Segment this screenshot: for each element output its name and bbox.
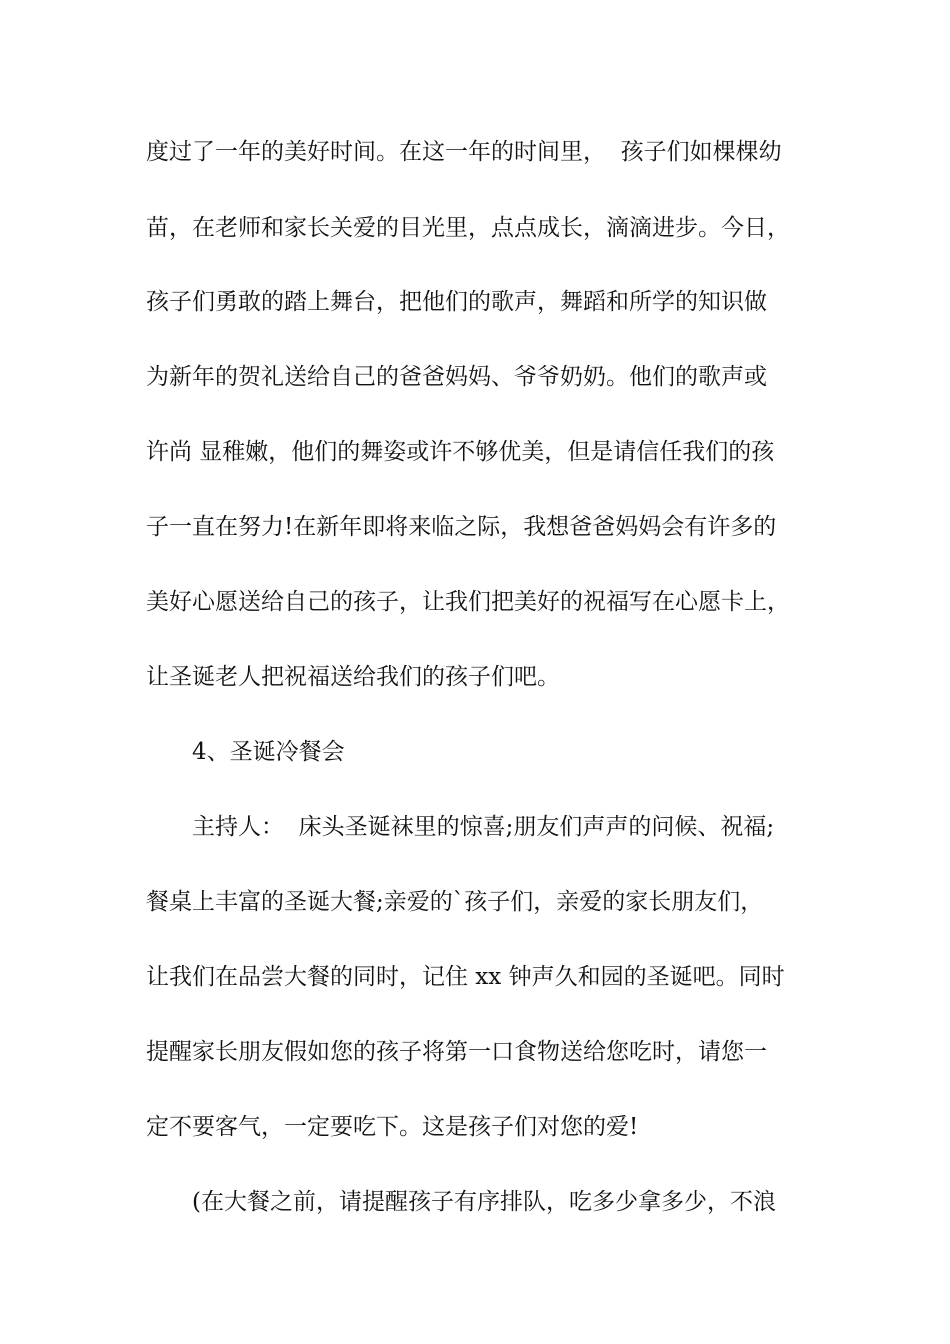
- body-text-line: 孩子们勇敢的踏上舞台，把他们的歌声，舞蹈和所学的知识做: [146, 289, 767, 315]
- body-text-line: 子一直在努力!在新年即将来临之际，我想爸爸妈妈会有许多的: [146, 514, 777, 540]
- body-text-line: 提醒家长朋友假如您的孩子将第一口食物送给您吃时，请您一: [146, 1039, 767, 1065]
- body-text-line: 度过了一年的美好时间。在这一年的时间里， 孩子们如棵棵幼: [146, 139, 782, 165]
- body-text-line: 让圣诞老人把祝福送给我们的孩子们吧。: [146, 664, 560, 690]
- body-text-line: 许尚 显稚嫩，他们的舞姿或许不够优美，但是请信任我们的孩: [146, 439, 775, 465]
- body-text-line: 美好心愿送给自己的孩子，让我们把美好的祝福写在心愿卡上，: [146, 589, 790, 615]
- body-text-line: 定不要客气，一定要吃下。这是孩子们对您的爱!: [146, 1114, 639, 1140]
- body-text-line: (在大餐之前，请提醒孩子有序排队，吃多少拿多少，不浪: [192, 1189, 776, 1215]
- body-text-line: 为新年的贺礼送给自己的爸爸妈妈、爷爷奶奶。他们的歌声或: [146, 364, 767, 390]
- body-text-line: 让我们在品尝大餐的同时，记住 xx 钟声久和园的圣诞吧。同时: [146, 964, 785, 990]
- body-text-line: 餐桌上丰富的圣诞大餐;亲爱的`孩子们，亲爱的家长朋友们，: [146, 889, 764, 915]
- body-text-line: 苗，在老师和家长关爱的目光里，点点成长，滴滴进步。今日，: [146, 215, 790, 241]
- section-heading: 4、圣诞冷餐会: [192, 739, 345, 765]
- body-text-line: 主持人： 床头圣诞袜里的惊喜;朋友们声声的问候、祝福;: [192, 814, 775, 840]
